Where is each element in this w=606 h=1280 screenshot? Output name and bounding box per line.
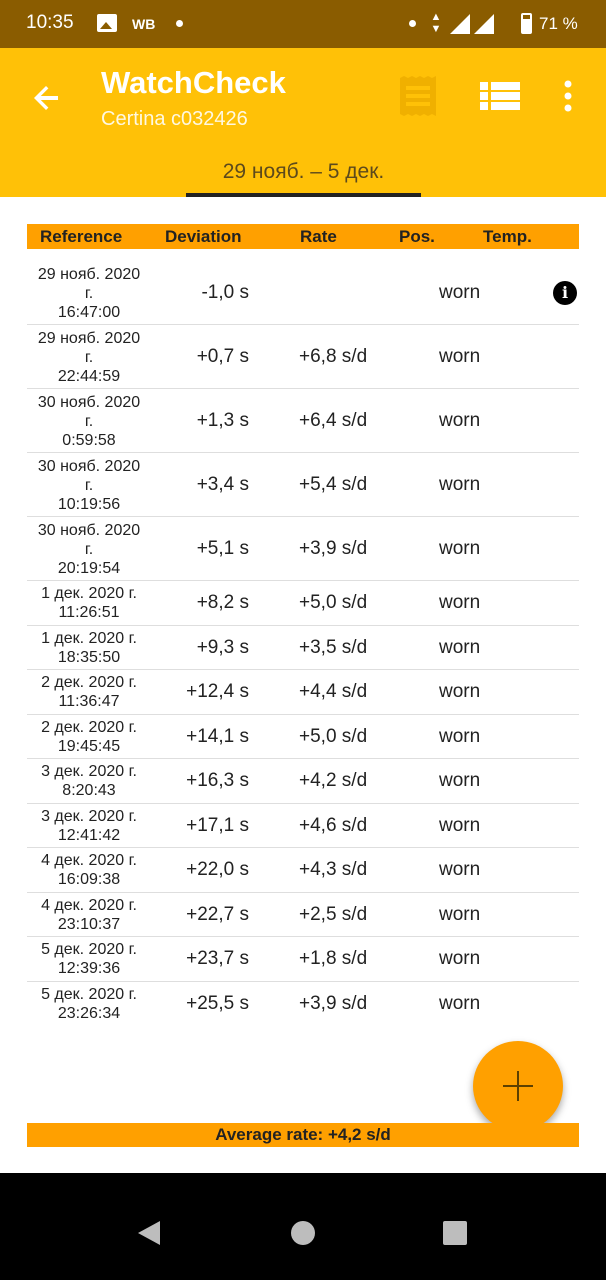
row-reference [27, 673, 151, 711]
period-tab-strip [0, 144, 606, 197]
row-reference-time: 23:26:34 [57, 1004, 121, 1022]
row-position: worn [439, 636, 481, 658]
row-reference-date: 4 дек. 2020 г. [41, 896, 137, 914]
receipt-button[interactable] [396, 74, 440, 118]
row-deviation: +16,3 s [186, 770, 249, 792]
row-reference [27, 584, 151, 622]
row-deviation: +9,3 s [196, 636, 249, 658]
row-position: worn [439, 592, 481, 614]
row-reference-date: 30 нояб. 2020 [37, 457, 141, 475]
row-reference [27, 718, 151, 756]
table-row[interactable] [27, 937, 579, 982]
row-reference-date: г. [84, 540, 94, 558]
row-reference [27, 851, 151, 889]
table-row[interactable] [27, 389, 579, 453]
row-rate: +5,4 s/d [299, 474, 368, 495]
signal-icon [474, 14, 494, 34]
row-position: worn [439, 948, 481, 970]
table-row[interactable] [27, 804, 579, 849]
row-reference-date: 30 нояб. 2020 [37, 521, 141, 539]
row-reference-time: 20:19:54 [57, 559, 121, 577]
header-position: Pos. [399, 227, 435, 246]
row-reference-time: 12:41:42 [57, 826, 121, 844]
row-reference-date: 2 дек. 2020 г. [41, 718, 137, 736]
row-rate: +3,9 s/d [299, 538, 368, 559]
row-rate: +3,5 s/d [299, 636, 368, 658]
row-deviation: +1,3 s [196, 410, 249, 431]
average-rate: Average rate: +4,2 s/d [27, 1123, 579, 1147]
list-view-button[interactable] [478, 76, 522, 116]
table-row[interactable] [27, 670, 579, 715]
row-deviation: -1,0 s [201, 282, 249, 303]
row-reference-date: 30 нояб. 2020 [37, 393, 141, 411]
row-reference-date: 4 дек. 2020 г. [41, 852, 137, 870]
status-time: 10:35 [26, 12, 74, 33]
row-reference-time: 10:19:56 [57, 495, 121, 513]
row-position: worn [439, 770, 481, 792]
row-reference [27, 521, 151, 578]
row-reference-date: г. [84, 348, 94, 366]
row-reference-time: 19:45:45 [57, 737, 121, 755]
tab-period-label: 29 нояб. – 5 дек. [222, 160, 385, 183]
row-position: worn [439, 282, 481, 303]
row-deviation: +22,0 s [186, 859, 249, 881]
row-reference [27, 896, 151, 934]
row-deviation: +23,7 s [186, 948, 249, 970]
measurements-list [27, 261, 579, 1026]
row-position: worn [439, 814, 481, 836]
nav-home-icon[interactable] [291, 1221, 315, 1245]
list-view-icon [478, 76, 522, 116]
row-deviation: +14,1 s [186, 725, 249, 747]
table-row[interactable] [27, 759, 579, 804]
row-deviation: +17,1 s [186, 814, 249, 836]
row-position: worn [439, 725, 481, 747]
back-arrow-icon [24, 73, 72, 121]
row-deviation: +0,7 s [196, 346, 249, 367]
back-button[interactable] [24, 73, 72, 121]
system-nav-bar [0, 1173, 606, 1280]
row-deviation: +8,2 s [196, 592, 249, 614]
signal-icon [450, 14, 470, 34]
row-rate: +3,9 s/d [299, 992, 368, 1014]
battery-percent: 71 % [539, 14, 578, 33]
row-reference [27, 329, 151, 386]
row-reference-time: 12:39:36 [57, 960, 121, 978]
row-position: worn [439, 538, 481, 559]
nav-recents-icon[interactable] [443, 1221, 467, 1245]
row-rate: +4,6 s/d [299, 814, 368, 836]
row-reference-time: 18:35:50 [57, 648, 121, 666]
row-reference [27, 265, 151, 322]
table-row[interactable] [27, 261, 579, 325]
table-row[interactable] [27, 453, 579, 517]
table-row[interactable] [27, 893, 579, 938]
row-deviation: +3,4 s [196, 474, 249, 495]
row-rate: +1,8 s/d [299, 948, 368, 970]
row-position: worn [439, 410, 481, 431]
row-deviation: +25,5 s [186, 992, 249, 1014]
row-reference [27, 985, 151, 1023]
header-reference: Reference [40, 227, 123, 246]
row-reference-date: 1 дек. 2020 г. [41, 629, 137, 647]
row-reference-date: 3 дек. 2020 г. [41, 763, 137, 781]
row-position: worn [439, 903, 481, 925]
tab-period[interactable] [186, 144, 421, 197]
more-options-button[interactable] [556, 76, 580, 116]
row-reference-date: 29 нояб. 2020 [37, 265, 141, 283]
data-arrows-icon: ▲ ▼ [430, 11, 442, 35]
header-temperature: Temp. [483, 227, 532, 246]
row-reference-date: г. [84, 412, 94, 430]
table-row[interactable] [27, 982, 579, 1027]
gallery-icon [97, 14, 117, 32]
row-reference-time: 8:20:43 [62, 782, 116, 800]
row-deviation: +5,1 s [196, 538, 249, 559]
row-rate: +6,4 s/d [299, 410, 368, 431]
row-reference [27, 940, 151, 978]
row-rate: +6,8 s/d [299, 346, 368, 367]
row-rate: +2,5 s/d [299, 903, 368, 925]
row-rate: +4,4 s/d [299, 681, 368, 703]
row-reference-date: 2 дек. 2020 г. [41, 674, 137, 692]
row-rate: +4,2 s/d [299, 770, 368, 792]
table-row[interactable] [27, 715, 579, 760]
row-position: worn [439, 681, 481, 703]
measurements-content [0, 197, 606, 1173]
row-reference-date: г. [84, 284, 94, 302]
row-reference-date: г. [84, 476, 94, 494]
row-rate: +4,3 s/d [299, 859, 368, 881]
info-icon[interactable]: i [553, 281, 577, 305]
row-position: worn [439, 474, 481, 495]
row-reference-date: 5 дек. 2020 г. [41, 941, 137, 959]
watch-subtitle: Certina c032426 [101, 108, 248, 130]
row-reference [27, 457, 151, 514]
row-reference-time: 11:26:51 [58, 604, 120, 622]
row-reference-time: 0:59:58 [62, 431, 116, 449]
notification-dot-icon [176, 20, 183, 27]
row-position: worn [439, 346, 481, 367]
row-reference-date: 1 дек. 2020 г. [41, 585, 137, 603]
add-measurement-button[interactable] [473, 1041, 563, 1131]
app-bar [0, 48, 606, 144]
nav-back-icon[interactable] [138, 1221, 160, 1245]
row-reference-time: 11:36:47 [58, 693, 120, 711]
table-row[interactable] [27, 517, 579, 581]
row-deviation: +12,4 s [186, 681, 249, 703]
row-reference-time: 22:44:59 [57, 367, 121, 385]
row-reference [27, 807, 151, 845]
row-reference-date: 3 дек. 2020 г. [41, 807, 137, 825]
header-rate: Rate [300, 227, 337, 246]
row-deviation: +22,7 s [186, 903, 249, 925]
row-reference-date: 5 дек. 2020 г. [41, 985, 137, 1003]
row-reference-time: 23:10:37 [57, 915, 121, 933]
table-header [27, 224, 579, 249]
carrier-badge: WB [132, 16, 156, 32]
table-row[interactable] [27, 581, 579, 626]
row-rate: +5,0 s/d [299, 725, 368, 747]
row-reference-date: 29 нояб. 2020 [37, 329, 141, 347]
row-reference-time: 16:47:00 [57, 303, 121, 321]
row-position: worn [439, 992, 481, 1014]
notification-dot-icon [409, 20, 416, 27]
row-reference-time: 16:09:38 [57, 871, 121, 889]
row-reference [27, 762, 151, 800]
row-reference [27, 629, 151, 667]
app-title: WatchCheck [101, 65, 286, 100]
row-position: worn [439, 859, 481, 881]
battery-icon [521, 13, 532, 34]
receipt-icon [396, 74, 440, 118]
more-vert-icon [556, 76, 580, 116]
table-row[interactable] [27, 325, 579, 389]
row-rate: +5,0 s/d [299, 592, 368, 614]
row-reference [27, 393, 151, 450]
header-deviation: Deviation [165, 227, 242, 246]
table-row[interactable] [27, 626, 579, 671]
table-row[interactable] [27, 848, 579, 893]
status-bar [0, 0, 606, 48]
